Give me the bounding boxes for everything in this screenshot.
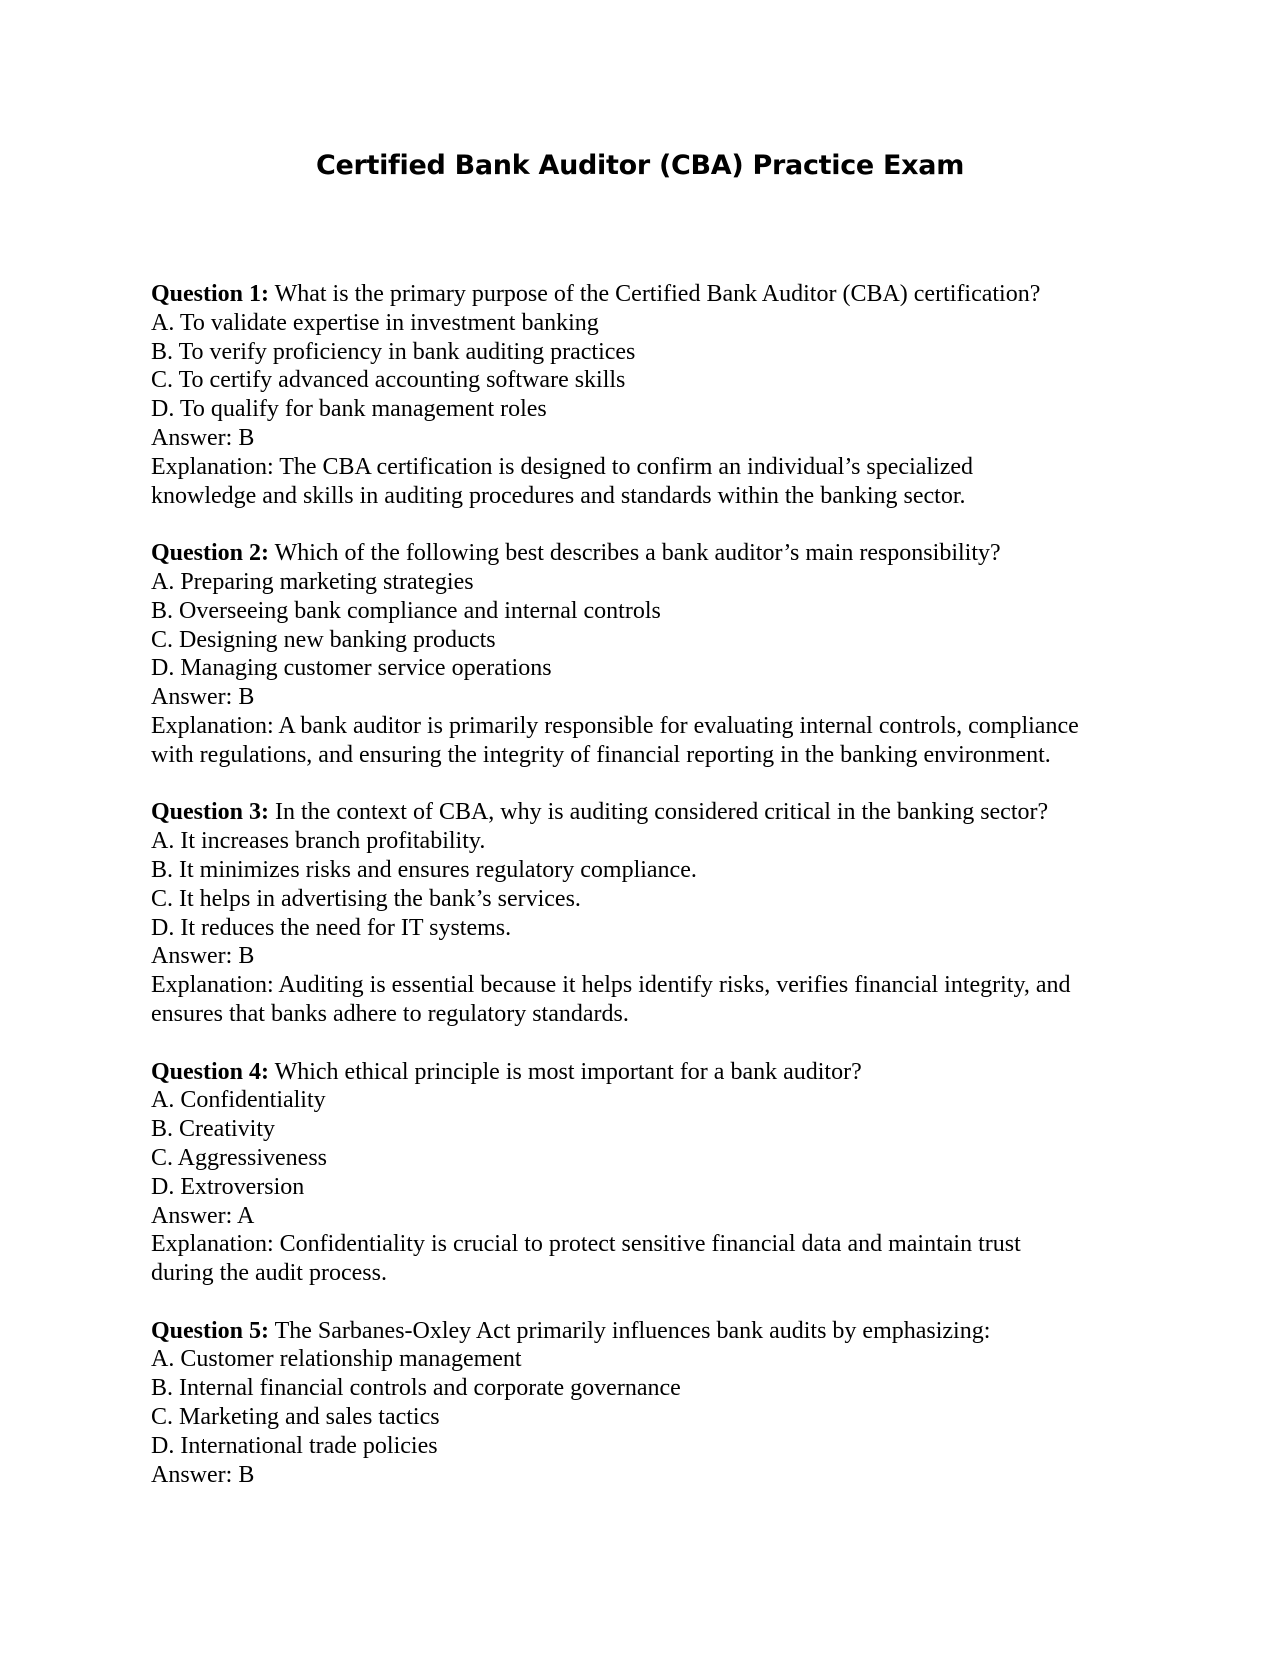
question-3 bbox=[151, 798, 1151, 1028]
answer: Answer: A bbox=[151, 1202, 255, 1229]
explanation-line-1: Explanation: The CBA certification is designed to confirm an individual’s specialized bbox=[151, 453, 974, 480]
option-d: D. Extroversion bbox=[151, 1173, 305, 1200]
answer: Answer: B bbox=[151, 1461, 255, 1488]
question-5 bbox=[151, 1317, 1151, 1490]
explanation-line-2: knowledge and skills in auditing procedures and standards within the banking sector. bbox=[151, 482, 966, 509]
option-c: C. It helps in advertising the bank’s services. bbox=[151, 885, 581, 912]
question-text: Which of the following best describes a bank auditor’s main responsibility? bbox=[269, 540, 1001, 567]
question-stem bbox=[151, 539, 1151, 568]
question-text: In the context of CBA, why is auditing considered critical in the banking sector? bbox=[269, 799, 1049, 826]
answer: Answer: B bbox=[151, 424, 255, 451]
question-label: Question 4: bbox=[151, 1058, 270, 1085]
explanation-line-2: ensures that banks adhere to regulatory standards. bbox=[151, 1000, 629, 1027]
explanation-line-1: Explanation: Confidentiality is crucial to protect sensitive financial data and maintain trust bbox=[151, 1231, 1021, 1258]
question-label: Question 2: bbox=[151, 540, 270, 567]
question-text: The Sarbanes-Oxley Act primarily influences bank audits by emphasizing: bbox=[269, 1317, 991, 1344]
option-d: D. International trade policies bbox=[151, 1432, 438, 1459]
option-b: B. Creativity bbox=[151, 1116, 275, 1143]
question-stem bbox=[151, 280, 1151, 309]
option-c: C. To certify advanced accounting software skills bbox=[151, 367, 626, 394]
explanation-line-2: with regulations, and ensuring the integrity of financial reporting in the banking environment. bbox=[151, 741, 1051, 768]
page-title: Certified Bank Auditor (CBA) Practice Exam bbox=[315, 150, 965, 181]
answer: Answer: B bbox=[151, 943, 255, 970]
option-a: A. It increases branch profitability. bbox=[151, 828, 486, 855]
option-b: B. Internal financial controls and corporate governance bbox=[151, 1375, 681, 1402]
question-text: Which ethical principle is most important for a bank auditor? bbox=[269, 1058, 862, 1085]
option-d: D. To qualify for bank management roles bbox=[151, 396, 547, 423]
option-c: C. Designing new banking products bbox=[151, 626, 496, 653]
question-4 bbox=[151, 1058, 1151, 1288]
question-stem bbox=[151, 1317, 1151, 1346]
question-2 bbox=[151, 539, 1151, 769]
option-d: D. It reduces the need for IT systems. bbox=[151, 914, 512, 941]
option-b: B. To verify proficiency in bank auditing practices bbox=[151, 338, 636, 365]
option-c: C. Marketing and sales tactics bbox=[151, 1404, 440, 1431]
option-a: A. Confidentiality bbox=[151, 1087, 326, 1114]
question-label: Question 3: bbox=[151, 799, 270, 826]
question-label: Question 5: bbox=[151, 1317, 270, 1344]
option-b: B. It minimizes risks and ensures regulatory compliance. bbox=[151, 856, 697, 883]
question-label: Question 1: bbox=[151, 281, 270, 307]
question-stem bbox=[151, 798, 1151, 827]
explanation-line-2: during the audit process. bbox=[151, 1260, 387, 1287]
question-1 bbox=[151, 280, 1151, 510]
option-a: A. Preparing marketing strategies bbox=[151, 568, 474, 595]
question-text: What is the primary purpose of the Certified Bank Auditor (CBA) certification? bbox=[269, 281, 1041, 307]
explanation-line-1: Explanation: Auditing is essential because it helps identify risks, verifies financial integrity, and bbox=[151, 972, 1071, 999]
option-a: A. To validate expertise in investment banking bbox=[151, 309, 599, 336]
answer: Answer: B bbox=[151, 684, 255, 711]
question-stem bbox=[151, 1058, 1151, 1087]
question-list bbox=[151, 280, 1151, 1518]
option-b: B. Overseeing bank compliance and internal controls bbox=[151, 597, 661, 624]
option-c: C. Aggressiveness bbox=[151, 1144, 327, 1171]
option-d: D. Managing customer service operations bbox=[151, 655, 552, 682]
option-a: A. Customer relationship management bbox=[151, 1346, 522, 1373]
explanation-line-1: Explanation: A bank auditor is primarily responsible for evaluating internal controls, compliance bbox=[151, 712, 1079, 739]
